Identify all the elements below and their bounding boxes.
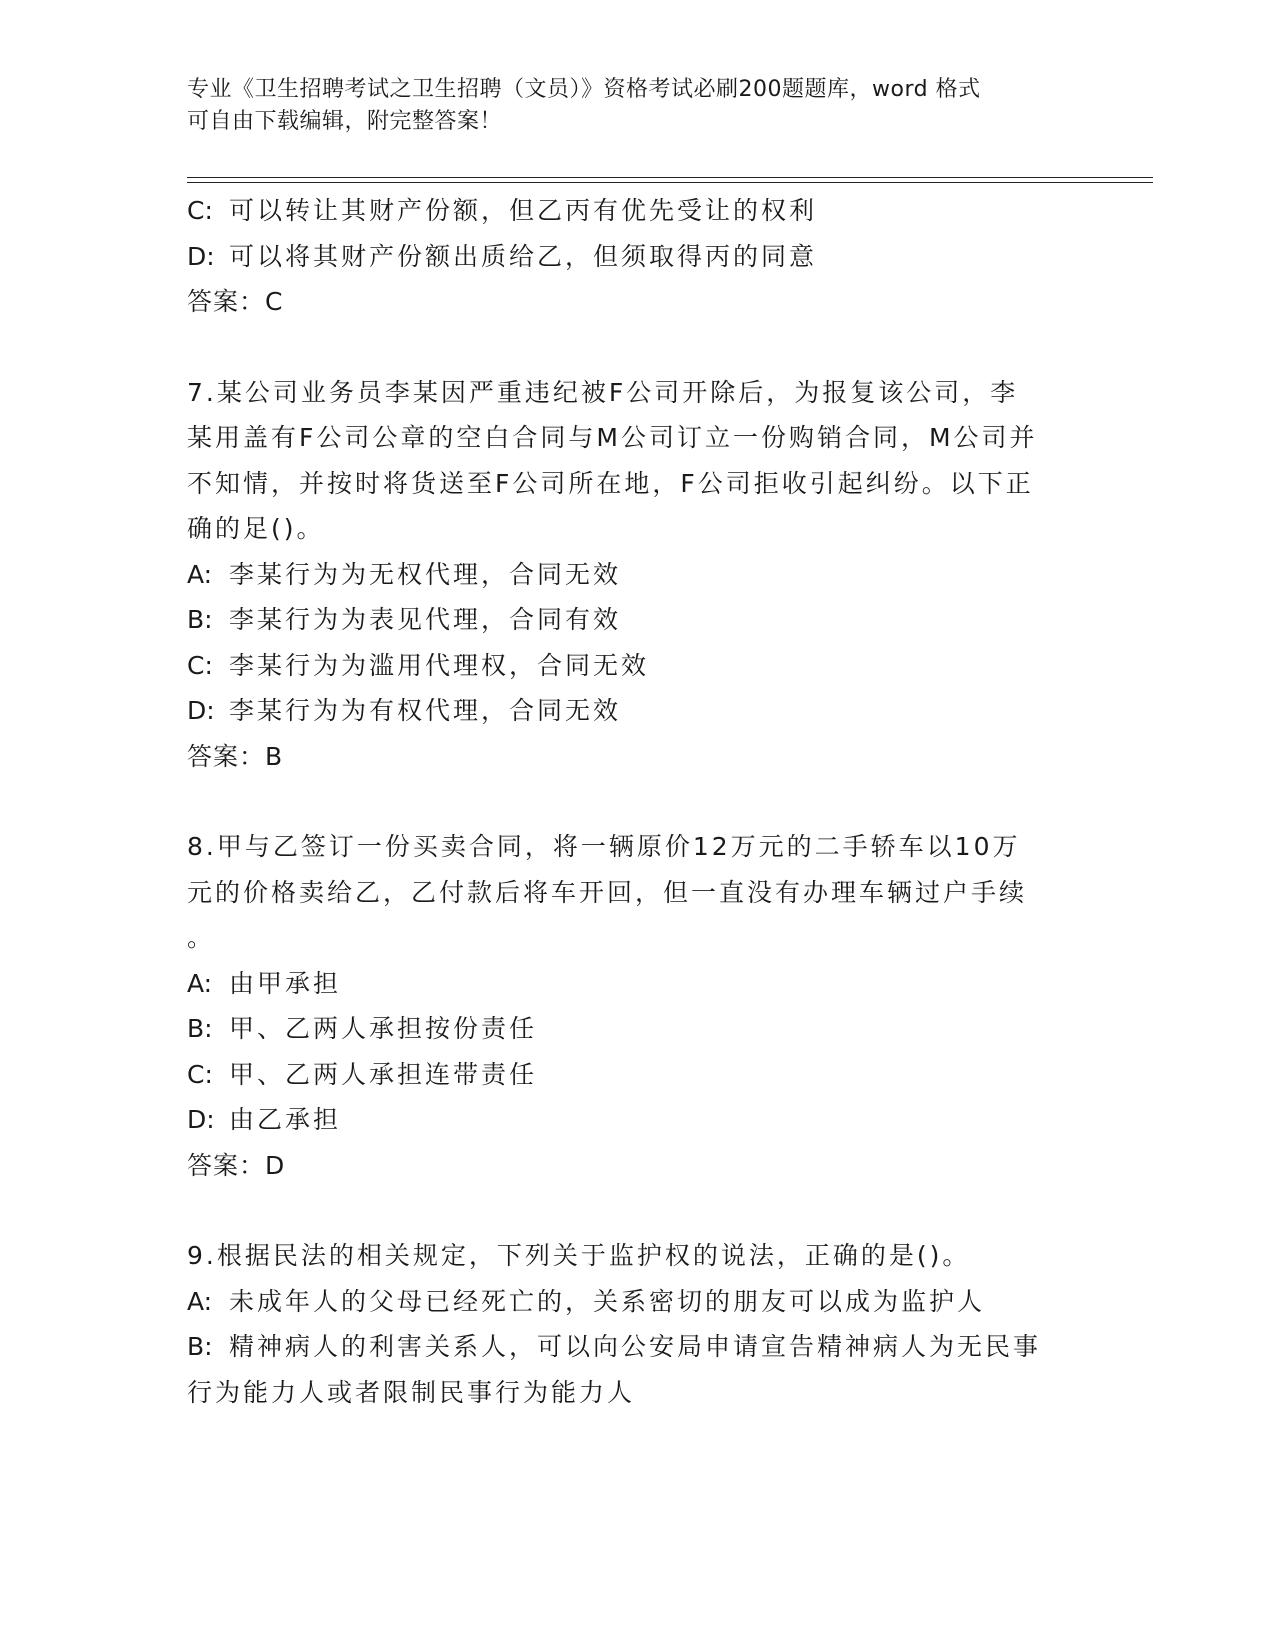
spacer	[187, 779, 1087, 824]
option-d	[187, 688, 1087, 734]
option-c	[187, 1052, 1087, 1098]
option-key: D:	[187, 241, 215, 271]
option-text: 精神病人的利害关系人，可以向公安局申请宣告精神病人为无民事	[229, 1332, 1042, 1361]
document-body	[187, 188, 1087, 1415]
question-7	[187, 370, 1087, 780]
option-text: 李某行为为有权代理，合同无效	[229, 696, 622, 725]
option-key: A:	[187, 1286, 213, 1316]
question-text-line: 某用盖有F公司公章的空白合同与M公司订立一份购销合同，M公司并	[187, 423, 1038, 452]
answer: 答案：D	[187, 1150, 286, 1180]
option-b	[187, 597, 1087, 643]
header-divider-bottom	[187, 182, 1153, 183]
option-a	[187, 552, 1087, 598]
option-c	[187, 643, 1087, 689]
option-text: 可以转让其财产份额，但乙丙有优先受让的权利	[229, 196, 818, 225]
option-text: 由乙承担	[229, 1105, 342, 1134]
option-key: A:	[187, 968, 213, 998]
option-d	[187, 1097, 1087, 1143]
option-text: 可以将其财产份额出质给乙，但须取得丙的同意	[229, 241, 818, 271]
option-key: A:	[187, 559, 213, 589]
option-key: B:	[187, 1014, 213, 1043]
question-6-tail	[187, 188, 1087, 325]
option-key: B:	[187, 605, 213, 634]
option-text: 甲、乙两人承担连带责任	[229, 1059, 538, 1089]
option-b	[187, 1006, 1087, 1052]
option-key: B:	[187, 1332, 213, 1361]
question-9	[187, 1233, 1087, 1415]
header-line-1: 专业《卫生招聘考试之卫生招聘（文员）》资格考试必刷200题题库，word 格式	[187, 77, 981, 102]
option-c	[187, 188, 1087, 234]
header-divider-top	[187, 177, 1153, 178]
option-text: 甲、乙两人承担按份责任	[229, 1014, 538, 1043]
answer: 答案：C	[187, 287, 284, 316]
option-b	[187, 1324, 1087, 1370]
header-line-2: 可自由下载编辑，附完整答案！	[187, 109, 503, 134]
answer: 答案：B	[187, 741, 284, 771]
question-text-line: 不知情，并按时将货送至F公司所在地，F公司拒收引起纠纷。以下正	[187, 468, 1034, 498]
option-text: 由甲承担	[229, 968, 342, 998]
option-text: 李某行为为表见代理，合同有效	[229, 605, 622, 634]
option-key: D:	[187, 696, 215, 725]
option-continuation: 行为能力人或者限制民事行为能力人	[187, 1377, 636, 1407]
question-text-line: 9.根据民法的相关规定，下列关于监护权的说法，正确的是()。	[187, 1241, 971, 1270]
option-text: 李某行为为滥用代理权，合同无效	[229, 650, 650, 680]
document-header	[187, 74, 1087, 138]
option-text: 未成年人的父母已经死亡的，关系密切的朋友可以成为监护人	[229, 1286, 986, 1316]
spacer	[187, 325, 1087, 370]
question-text-line: 元的价格卖给乙，乙付款后将车开回，但一直没有办理车辆过户手续	[187, 877, 1028, 907]
option-d	[187, 234, 1087, 280]
option-key: C:	[187, 650, 213, 680]
spacer	[187, 1188, 1087, 1233]
option-key: C:	[187, 196, 213, 225]
option-key: D:	[187, 1105, 215, 1134]
option-key: C:	[187, 1059, 213, 1089]
question-text-line: 。	[187, 923, 216, 952]
question-text-line: 7.某公司业务员李某因严重违纪被F公司开除后，为报复该公司，李	[187, 377, 1019, 407]
option-a	[187, 961, 1087, 1007]
option-a	[187, 1279, 1087, 1325]
option-text: 李某行为为无权代理，合同无效	[229, 559, 622, 589]
question-text-line: 确的足()。	[187, 514, 325, 543]
question-8	[187, 824, 1087, 1188]
question-text-line: 8.甲与乙签订一份买卖合同，将一辆原价12万元的二手轿车以10万	[187, 832, 1021, 861]
